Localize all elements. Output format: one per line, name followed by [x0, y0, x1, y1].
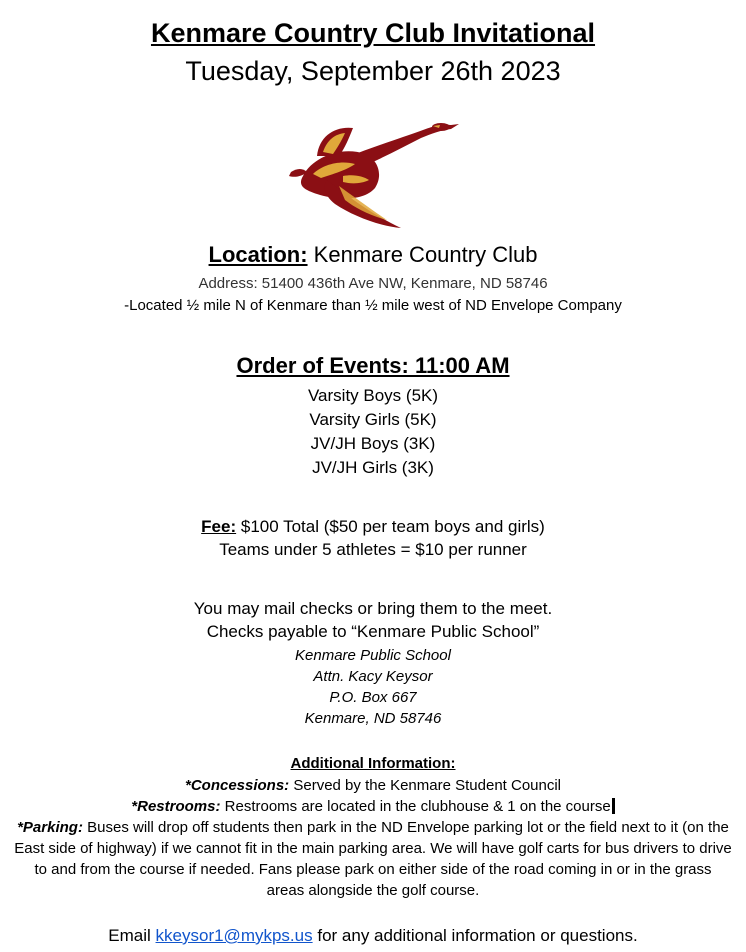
location-name: Kenmare Country Club: [313, 242, 538, 267]
fee-label: Fee:: [201, 517, 237, 536]
contact-prefix: Email: [108, 926, 151, 945]
parking-text: Buses will drop off students then park in the ND Envelope parking lot or the field next to it (on the East side of highway) if we cannot fit in the main parking area. We will have golf carts for bus drivers to drive to and from the course if needed. Fans please park on either side of the road coming in or in the grass areas alongside the golf course.: [14, 819, 732, 899]
fee-line: [0, 515, 746, 538]
address-line: Attn. Kacy Keysor: [313, 668, 433, 685]
location-label: Location:: [208, 242, 308, 267]
additional-info-heading: Additional Information:: [290, 755, 456, 772]
concessions-line: [14, 775, 732, 796]
location-line: [0, 241, 746, 269]
concessions-label: *Concessions:: [184, 777, 290, 794]
goose-logo-icon: [283, 116, 461, 232]
payment-line-1: You may mail checks or bring them to the meet.: [193, 599, 553, 618]
address-line: P.O. Box 667: [329, 689, 417, 706]
parking-label: *Parking:: [17, 819, 83, 836]
events-heading: Order of Events: 11:00 AM: [236, 353, 510, 378]
event-date: Tuesday, September 26th 2023: [185, 56, 561, 86]
event-item: JV/JH Boys (3K): [310, 434, 436, 453]
events-list: [0, 384, 746, 480]
address-line: Kenmare Public School: [295, 647, 451, 664]
fee-note: Teams under 5 athletes = $10 per runner: [219, 540, 527, 559]
fee-text: $100 Total ($50 per team boys and girls): [240, 517, 545, 536]
payment-section: [0, 597, 746, 643]
mailing-address: [0, 645, 746, 729]
event-item: Varsity Boys (5K): [307, 386, 439, 405]
fee-section: [0, 515, 746, 561]
event-item: JV/JH Girls (3K): [312, 458, 434, 477]
parking-line: [14, 817, 732, 901]
location-address: Address: 51400 436th Ave NW, Kenmare, ND 58746: [198, 275, 548, 292]
email-link[interactable]: kkeysor1@mykps.us: [155, 926, 313, 945]
contact-suffix: for any additional information or questions.: [317, 926, 638, 945]
address-line: Kenmare, ND 58746: [304, 710, 442, 727]
additional-info: [14, 775, 732, 901]
restrooms-label: *Restrooms:: [131, 798, 221, 815]
location-directions: -Located ½ mile N of Kenmare than ½ mile west of ND Envelope Company: [124, 297, 622, 314]
restrooms-line: [14, 796, 732, 817]
payment-line-2: Checks payable to “Kenmare Public School”: [206, 622, 540, 641]
restrooms-text: Restrooms are located in the clubhouse & 1 on the course: [224, 798, 611, 815]
concessions-text: Served by the Kenmare Student Council: [293, 777, 562, 794]
contact-line: [0, 925, 746, 947]
event-item: Varsity Girls (5K): [309, 410, 437, 429]
page-title: Kenmare Country Club Invitational: [150, 18, 596, 48]
text-cursor: [612, 798, 615, 814]
